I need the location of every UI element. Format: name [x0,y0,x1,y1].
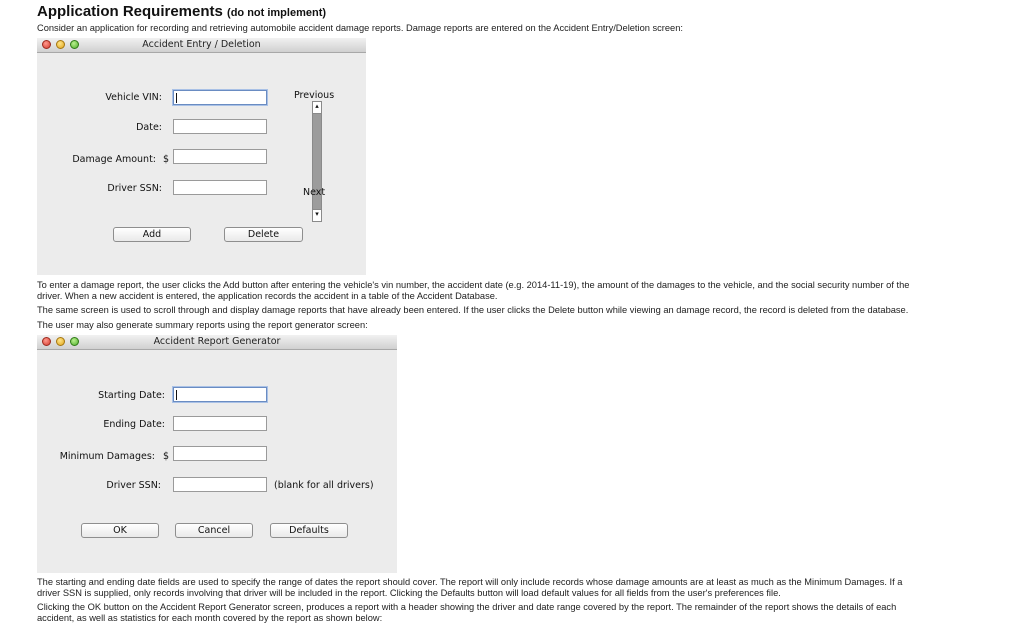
ending-date-label: Ending Date: [103,419,165,430]
paragraph-line: driver. When a new accident is entered, the application records the accident in a table of the Accident Database. [37,291,498,301]
report-window-title: Accident Report Generator [153,336,281,347]
damage-amount-label: Damage Amount: [72,154,156,165]
delete-button[interactable]: Delete [224,227,303,242]
next-label: Next [303,187,326,198]
paragraph-line: To enter a damage report, the user clicks the Add button after entering the vehicle's vin number, the accident date (e.g. 2014-11-19), the amount of the damages to the vehicle, and the social security number of the [37,280,910,290]
date-label: Date: [136,122,162,133]
ssn-hint: (blank for all drivers) [274,480,374,491]
page-title-note: (do not implement) [227,7,327,19]
accident-entry-window [37,38,366,275]
report-window-titlebar[interactable] [37,335,397,350]
cancel-button[interactable]: Cancel [175,523,253,538]
minimum-damages-label: Minimum Damages: [59,451,155,462]
driver-ssn-label: Driver SSN: [106,480,161,491]
entry-window-titlebar[interactable] [37,38,366,53]
paragraph-line: driver SSN is supplied, only records involving that driver will be included in the report. Clicking the Defaults button will load default values for all fields from the user's preferences file. [37,588,781,598]
page-heading [37,3,326,20]
report-generator-window [37,335,397,573]
scroll-down-arrow-icon[interactable]: ▾ [313,209,321,221]
previous-label: Previous [294,90,335,101]
page-title: Application Requirements [37,3,223,20]
paragraph-line: The user may also generate summary reports using the report generator screen: [37,320,368,330]
add-button[interactable]: Add [113,227,191,242]
record-scrollbar[interactable] [312,101,322,222]
scroll-up-arrow-icon[interactable]: ▴ [313,102,321,114]
dollar-sign: $ [163,154,170,165]
vin-label: Vehicle VIN: [105,92,162,103]
date-input[interactable] [173,119,267,134]
driver-ssn-input[interactable] [173,477,267,492]
paragraph-line: Clicking the OK button on the Accident Report Generator screen, produces a report with a header showing the driver and date range covered by the report. The remainder of the report shows the details of each [37,602,897,612]
damage-amount-input[interactable] [173,149,267,164]
ending-date-input[interactable] [173,416,267,431]
paragraph-line: The starting and ending date fields are used to specify the range of dates the report should cover. The report will only include records whose damage amounts are at least as much as the Minimum Damages. If a [37,577,903,587]
dollar-sign: $ [163,451,170,462]
driver-ssn-input[interactable] [173,180,267,195]
defaults-button[interactable]: Defaults [270,523,348,538]
entry-window-title: Accident Entry / Deletion [142,39,261,50]
starting-date-input[interactable] [173,387,267,402]
vin-input[interactable] [173,90,267,105]
intro-paragraph: Consider an application for recording and retrieving automobile accident damage reports. Damage reports are entered on the Accident Entry/Deletion screen: [37,23,683,33]
paragraph-line: The same screen is used to scroll through and display damage reports that have already been entered. If the user clicks the Delete button while viewing an damage record, the record is deleted from the database. [37,305,909,315]
minimum-damages-input[interactable] [173,446,267,461]
starting-date-label: Starting Date: [98,390,165,401]
driver-ssn-label: Driver SSN: [107,183,162,194]
paragraph-line: accident, as well as statistics for each month covered by the report as shown below: [37,613,383,623]
text-cursor [176,390,177,400]
ok-button[interactable]: OK [81,523,159,538]
text-cursor [176,93,177,103]
